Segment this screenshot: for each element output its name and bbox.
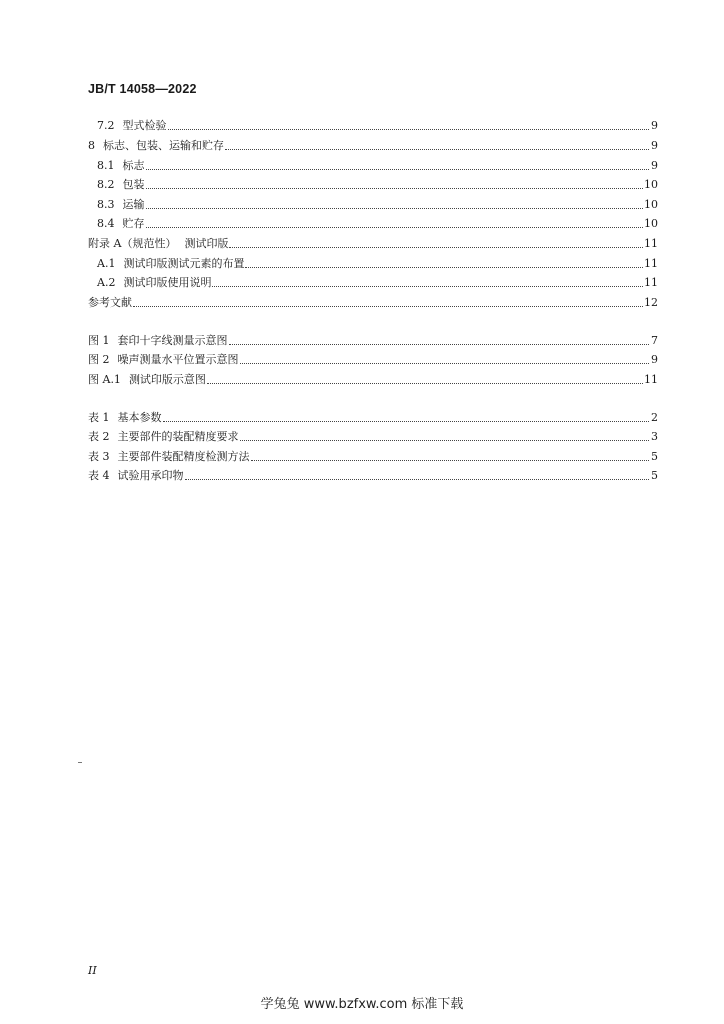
toc-entry[interactable] <box>97 192 658 212</box>
toc-leader <box>185 478 650 480</box>
toc-entry-number: A.1 <box>97 257 116 270</box>
toc-leader <box>163 420 650 422</box>
toc-leader <box>146 226 644 228</box>
table-entry-title: 试验用承印物 <box>117 469 184 482</box>
table-entry-page: 3 <box>651 430 658 443</box>
toc-entry-number: 7.2 <box>97 119 115 132</box>
table-entry[interactable] <box>88 444 658 464</box>
document-id-header: JB/T 14058—2022 <box>88 82 197 96</box>
toc-entry[interactable] <box>97 251 658 271</box>
toc-entry-title: 测试印版测试元素的布置 <box>123 257 245 270</box>
figure-entry-title: 套印十字线测量示意图 <box>117 334 228 347</box>
figure-entry[interactable] <box>88 367 658 387</box>
toc-entry-title: 测试印版使用说明 <box>123 276 212 289</box>
figure-entry[interactable] <box>88 328 658 348</box>
toc-entry-page: 12 <box>644 296 658 309</box>
toc-leader <box>251 459 650 461</box>
table-entry-title: 主要部件装配精度检测方法 <box>117 450 250 463</box>
toc-entry-number: 8.2 <box>97 178 115 191</box>
toc-entry[interactable] <box>97 270 658 290</box>
toc-entry[interactable] <box>97 211 658 231</box>
toc-entry-number: 8.1 <box>97 159 115 172</box>
table-entry-number: 表 1 <box>88 411 110 424</box>
table-entry[interactable] <box>88 424 658 444</box>
toc-entry-number: 参考文献 <box>88 296 132 309</box>
site-watermark[interactable]: 学兔兔 www.bzfxw.com 标准下载 <box>260 997 464 1012</box>
toc-entry-page: 11 <box>644 257 658 270</box>
figure-entry-number: 图 1 <box>88 334 110 347</box>
toc-entry-page: 11 <box>644 237 658 250</box>
toc-entry-title: 贮存 <box>122 217 145 230</box>
toc-entry[interactable] <box>88 290 658 310</box>
scan-speck <box>78 762 82 763</box>
toc-leader <box>146 187 644 189</box>
toc-entry-number: 8.3 <box>97 198 115 211</box>
toc-leader <box>168 128 650 130</box>
toc-entry-page: 10 <box>644 217 658 230</box>
toc-entry[interactable] <box>97 153 658 173</box>
toc-entry-page: 9 <box>651 119 658 132</box>
toc-entry[interactable] <box>88 133 658 153</box>
toc-entry[interactable] <box>88 231 658 251</box>
toc-entry-page: 10 <box>644 198 658 211</box>
table-entry-page: 2 <box>651 411 658 424</box>
toc-entry-number: A.2 <box>97 276 116 289</box>
toc-entry-number: 附录 A（规范性） <box>88 237 177 250</box>
toc-entry-title: 标志、包装、运输和贮存 <box>103 139 224 152</box>
toc-leader <box>229 246 643 248</box>
toc-entry-title: 包装 <box>122 178 145 191</box>
figure-entry-title: 噪声测量水平位置示意图 <box>117 353 239 366</box>
figure-entry-page: 11 <box>644 373 658 386</box>
toc-entry-number: 8.4 <box>97 217 115 230</box>
table-entry-number: 表 3 <box>88 450 110 463</box>
toc-leader <box>225 148 649 150</box>
toc-entry-title: 测试印版 <box>184 237 229 250</box>
toc-leader <box>207 382 643 384</box>
figure-entry-page: 9 <box>651 353 658 366</box>
toc-leader <box>229 343 650 345</box>
toc-leader <box>212 285 643 287</box>
toc-leader <box>146 168 650 170</box>
table-entry-number: 表 2 <box>88 430 110 443</box>
table-entry-page: 5 <box>651 450 658 463</box>
toc-entry[interactable] <box>97 113 658 133</box>
toc-entry-title: 运输 <box>122 198 145 211</box>
toc-leader <box>245 266 643 268</box>
toc-entry-page: 11 <box>644 276 658 289</box>
figure-entry-title: 测试印版示意图 <box>128 373 206 386</box>
toc-leader <box>240 362 650 364</box>
toc-entry-page: 9 <box>651 159 658 172</box>
toc-entry[interactable] <box>97 172 658 192</box>
toc-entry-number: 8 <box>88 139 95 152</box>
toc-entry-page: 9 <box>651 139 658 152</box>
figure-entry[interactable] <box>88 347 658 367</box>
toc-leader <box>240 439 650 441</box>
figure-entry-number: 图 A.1 <box>88 373 121 386</box>
table-entry-title: 基本参数 <box>117 411 162 424</box>
table-entry[interactable] <box>88 405 658 425</box>
page-number: II <box>88 964 97 977</box>
toc-leader <box>146 207 644 209</box>
table-entry-title: 主要部件的装配精度要求 <box>117 430 239 443</box>
toc-leader <box>133 305 643 307</box>
table-entry[interactable] <box>88 463 658 483</box>
toc-entry-title: 标志 <box>122 159 145 172</box>
table-entry-number: 表 4 <box>88 469 110 482</box>
table-entry-page: 5 <box>651 469 658 482</box>
toc-entry-page: 10 <box>644 178 658 191</box>
toc-entry-title: 型式检验 <box>122 119 167 132</box>
figure-entry-page: 7 <box>651 334 658 347</box>
figure-entry-number: 图 2 <box>88 353 110 366</box>
